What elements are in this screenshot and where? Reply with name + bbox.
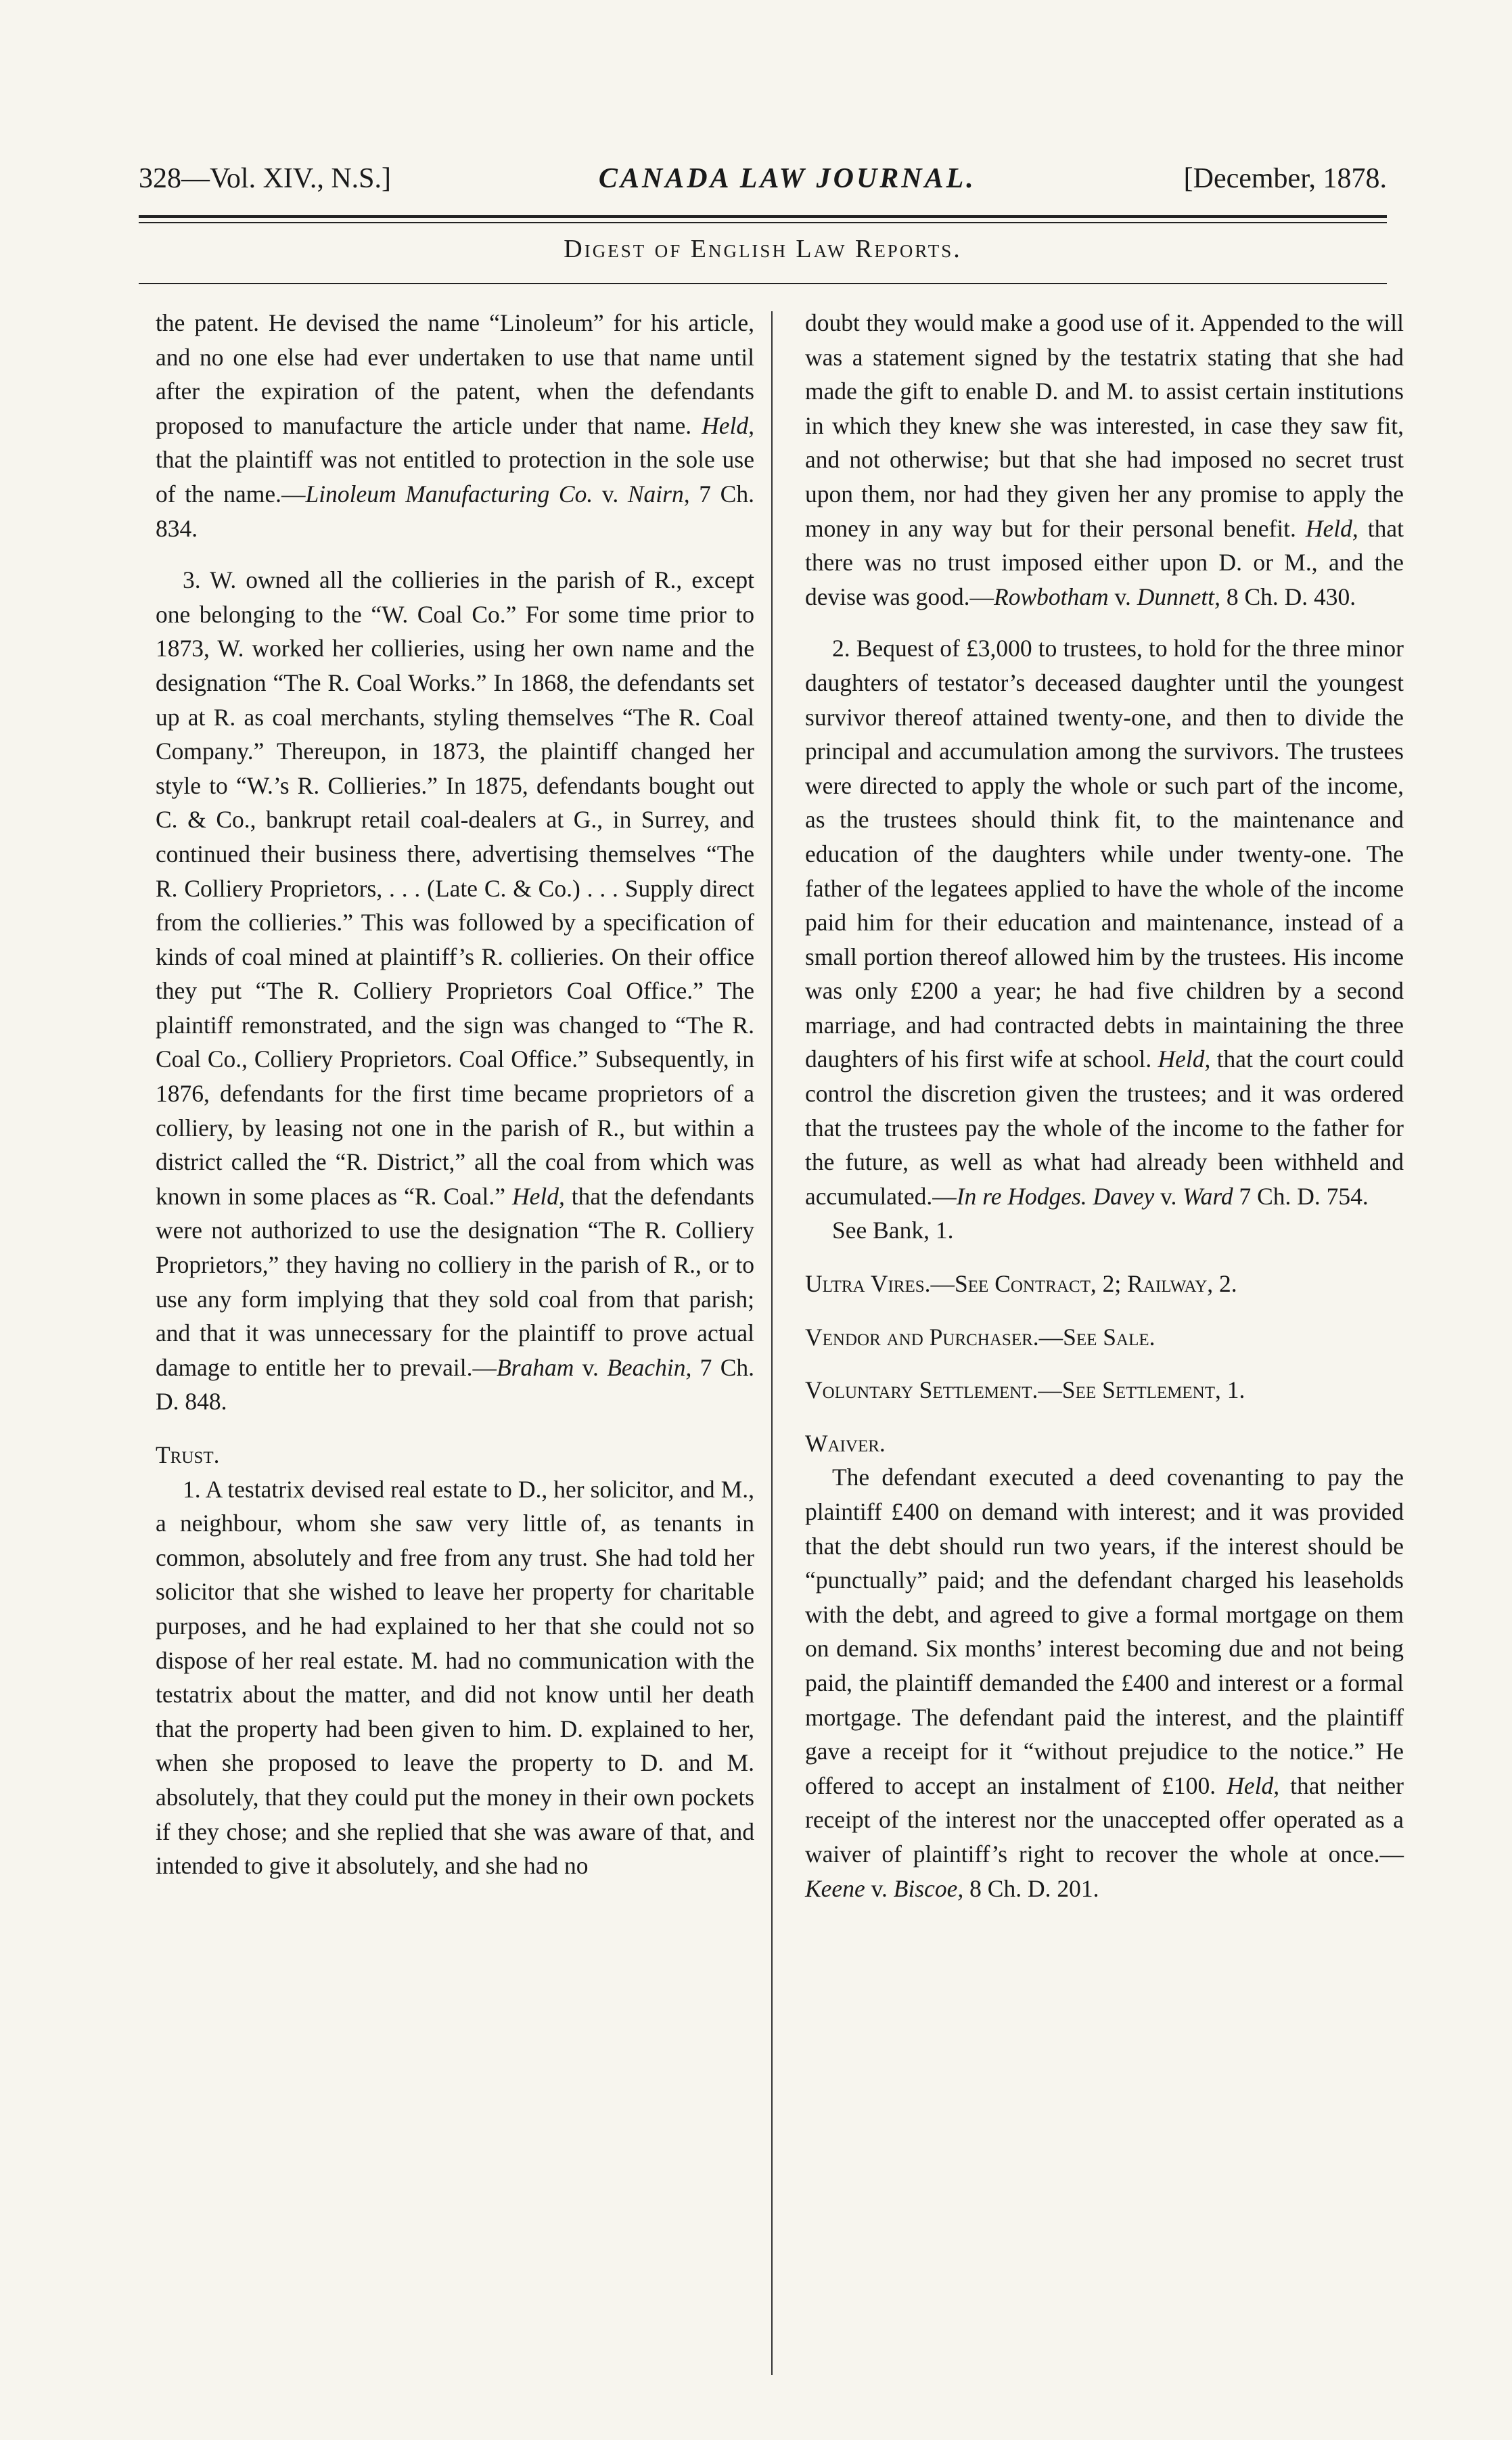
trust-paragraph-1: 1. A testatrix devised real estate to D., her solicitor, and M., a neighbour, whom she saw very little of, as tenants in common, absolutely and free from any trust. She had told her solicitor that she wished to leave her property for charitable purposes, and he had explained to her that she could not so dispose of her real estate. M. had no communication with the testatrix about the matter, and did not know until her death that the property had been given to him. D. explained to her, when she proposed to leave the property to D. and M. absolutely, that they could put the money in their own pockets if they chose; and she replied that she was aware of that, and intended to give it absolutely, and she had no xyxy=(156,1475,754,1880)
running-head xyxy=(139,162,1387,195)
see-bank-reference: See Bank, 1. xyxy=(832,1217,954,1244)
trust-heading: Trust. xyxy=(156,1441,220,1468)
volume-label: 328—Vol. XIV., N.S.] xyxy=(139,163,391,194)
ultra-vires-entry: Ultra Vires.—See Contract, 2; Railway, 2. xyxy=(805,1270,1237,1298)
waiver-paragraph: The defendant executed a deed covenanting to pay the plaintiff £400 on demand with interest; and it was provided that the debt should run two years, if the interest should be “punctually” paid; and the defendant charged his leaseholds with the debt, and agreed to give a formal mortgage on them on demand. Six months’ interest becoming due and not being paid, the plaintiff demanded the £400 and interest or a formal mortgage. The defendant paid the interest, and the plaintiff gave a receipt for it “without prejudice to the notice.” He offered to accept an instalment of £100. Held, that neither receipt of the interest nor the unaccepted offer operated as a waiver of plaintiff’s right to recover the whole at once.—Keene v. Biscoe, 8 Ch. D. 201. xyxy=(805,1464,1404,1902)
vendor-purchaser-entry: Vendor and Purchaser.—See Sale. xyxy=(805,1323,1155,1351)
linoleum-paragraph: the patent. He devised the name “Linoleum” for his article, and no one else had ever undertaken to use that name until after the expiration of the patent, when the defendants proposed to manufacture the article under that name. Held, that the plaintiff was not entitled to protection in the sole use of the name.—Linoleum Manufacturing Co. v. Nairn, 7 Ch. 834. xyxy=(156,309,754,542)
header-rule xyxy=(139,215,1387,218)
column-divider xyxy=(771,311,773,2375)
braham-paragraph: 3. W. owned all the collieries in the parish of R., except one belonging to the “W. Coal Co.” For some time prior to 1873, W. worked her collieries, using her own name and the designation “The R. Coal Works.” In 1868, the defendants set up at R. as coal merchants, styling themselves “The R. Coal Company.” Thereupon, in 1873, the plaintiff changed her style to “W.’s R. Collieries.” In 1875, defendants bought out C. & Co., bankrupt retail coal-dealers at G., in Surrey, and continued their business there, advertising themselves “The R. Colliery Proprietors, . . . (Late C. & Co.) . . . Supply direct from the collieries.” This was followed by a specification of kinds of coal mined at plaintiff’s R. collieries. On their office they put “The R. Colliery Proprietors Coal Office.” The plaintiff remonstrated, and the sign was changed to “The R. Coal Co., Colliery Proprietors. Coal Office.” Subsequently, in 1876, defendants for the first time became proprietors of a colliery, by leasing not one in the parish of R., but within a district called the “R. District,” all the coal from which was known in some places as “R. Coal.” Held, that the defendants were not authorized to use the designation “The R. Colliery Proprietors,” they having no colliery in the parish of R., or to use any form implying that they sold coal from that parish; and that it was unnecessary for the plaintiff to prove actual damage to entitle her to prevail.—Braham v. Beachin, 7 Ch. D. 848. xyxy=(156,566,755,1416)
section-title: Digest of English Law Reports. xyxy=(564,235,962,263)
voluntary-settlement-entry: Voluntary Settlement.—See Settlement, 1. xyxy=(805,1376,1245,1404)
rowbotham-paragraph: doubt they would make a good use of it. Appended to the will was a statement signed by the testatrix stating that she had made the gift to enable D. and M. to assist certain institutions in which they knew she was interested, in case they saw fit, and not otherwise; but that she had imposed no secret trust upon them, nor had they given her any promise to apply the money in any way but for their personal benefit. Held, that there was no trust imposed either upon D. or M., and the devise was good.—Rowbotham v. Dunnett, 8 Ch. D. 430. xyxy=(805,309,1404,610)
waiver-heading: Waiver. xyxy=(805,1429,886,1457)
header-rule-thin xyxy=(139,222,1387,223)
right-column xyxy=(805,306,1404,1905)
issue-date: [December, 1878. xyxy=(1183,163,1387,194)
journal-title: CANADA LAW JOURNAL. xyxy=(598,163,976,194)
hodges-paragraph: 2. Bequest of £3,000 to trustees, to hold for the three minor daughters of testator’s deceased daughter until the youngest survivor thereof attained twenty-one, and then to divide the principal and accumulation among the survivors. The trustees were directed to apply the whole or such part of the income, as the trustees should think fit, to the maintenance and education of the daughters while under twenty-one. The father of the legatees applied to have the whole of the income paid him for their education and maintenance, instead of a small portion thereof allowed him by the trustees. His income was only £200 a year; he had five children by a second marriage, and had contracted debts in maintaining the three daughters of his first wife at school. Held, that the court could control the discretion given the trustees; and it was ordered that the trustees pay the whole of the income to the father for the future, as well as what had already been withheld and accumulated.—In re Hodges. Davey v. Ward 7 Ch. D. 754. xyxy=(805,635,1404,1210)
left-column xyxy=(156,306,754,1883)
section-rule xyxy=(139,283,1387,284)
